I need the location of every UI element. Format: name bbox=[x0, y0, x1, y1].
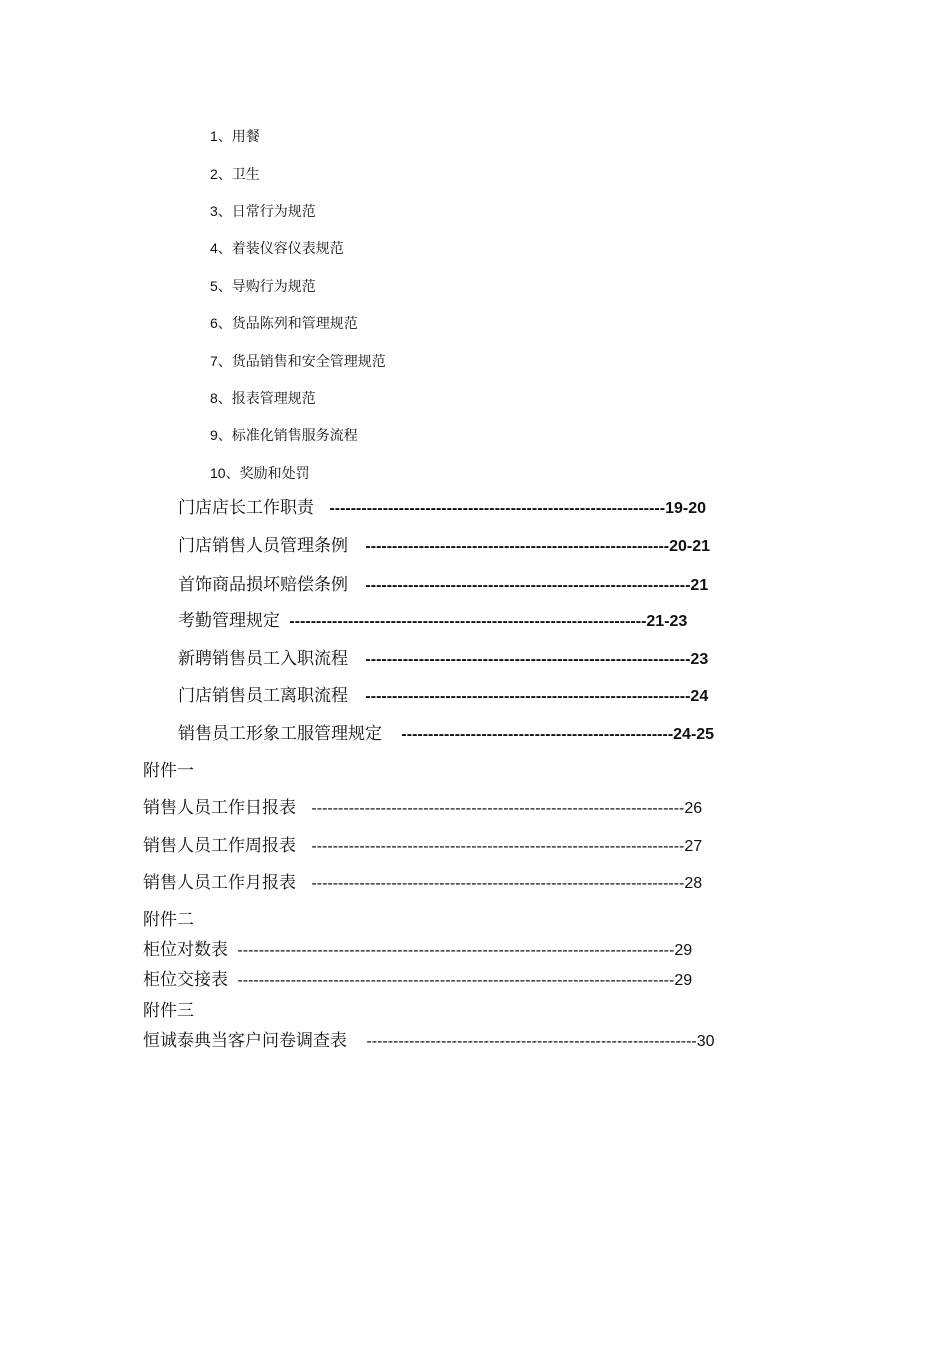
subitem-label: 奖励和处罚 bbox=[239, 466, 310, 482]
dot-leader: ------------------------------------------------------------------- bbox=[289, 613, 647, 630]
section-label: 销售员工形象工服管理规定 bbox=[178, 724, 382, 744]
page-number: 24 bbox=[690, 688, 709, 705]
toc-appendix-item[interactable] bbox=[143, 942, 692, 959]
dot-leader: ------------------------------------------------------------- bbox=[365, 577, 691, 594]
page-number: 29 bbox=[674, 972, 693, 989]
toc-section[interactable] bbox=[178, 651, 708, 668]
subitem-label: 货品销售和安全管理规范 bbox=[231, 354, 386, 370]
dot-leader: ---------------------------------------------------------------------- bbox=[311, 800, 685, 817]
section-label: 门店销售员工离职流程 bbox=[178, 686, 348, 706]
page-number: 26 bbox=[684, 800, 703, 817]
dot-leader: ---------------------------------------------------------------------- bbox=[311, 875, 685, 892]
toc-section[interactable] bbox=[178, 688, 708, 705]
subitem-label: 标准化销售服务流程 bbox=[231, 428, 358, 444]
toc-subitem bbox=[210, 241, 344, 256]
toc-section[interactable] bbox=[178, 726, 714, 743]
appendix-item-label: 销售人员工作周报表 bbox=[143, 836, 296, 856]
appendix-heading: 附件三 bbox=[143, 1001, 194, 1021]
appendix-item-label: 销售人员工作月报表 bbox=[143, 873, 296, 893]
subitem-number: 3 bbox=[210, 203, 218, 219]
subitem-separator: 、 bbox=[217, 129, 232, 145]
dot-leader: --------------------------------------------------------------- bbox=[329, 500, 666, 517]
subitem-number: 5 bbox=[210, 278, 218, 294]
subitem-label: 导购行为规范 bbox=[231, 279, 316, 295]
section-label: 考勤管理规定 bbox=[178, 611, 280, 631]
subitem-number: 10 bbox=[210, 465, 226, 481]
page-number: 19-20 bbox=[665, 500, 706, 517]
subitem-number: 1 bbox=[210, 128, 218, 144]
subitem-label: 报表管理规范 bbox=[231, 391, 316, 407]
toc-appendix-item[interactable] bbox=[143, 875, 702, 892]
section-label: 门店店长工作职责 bbox=[178, 498, 314, 518]
section-label: 门店销售人员管理条例 bbox=[178, 536, 348, 556]
subitem-separator: 、 bbox=[217, 428, 232, 444]
toc-section[interactable] bbox=[178, 577, 708, 594]
page-number: 21 bbox=[690, 577, 709, 594]
appendix-item-label: 恒诚泰典当客户问卷调查表 bbox=[143, 1031, 347, 1051]
subitem-number: 8 bbox=[210, 390, 218, 406]
appendix-item-label: 柜位交接表 bbox=[143, 970, 228, 990]
subitem-number: 6 bbox=[210, 315, 218, 331]
toc-subitem bbox=[210, 204, 316, 219]
appendix-heading: 附件一 bbox=[143, 761, 194, 781]
subitem-separator: 、 bbox=[217, 391, 232, 407]
toc-subitem bbox=[210, 167, 260, 182]
toc-subitem bbox=[210, 428, 358, 443]
subitem-label: 用餐 bbox=[231, 129, 260, 145]
appendix-item-label: 销售人员工作日报表 bbox=[143, 798, 296, 818]
subitem-separator: 、 bbox=[217, 354, 232, 370]
dot-leader: --------------------------------------------------------- bbox=[365, 538, 670, 555]
toc-subitem bbox=[210, 279, 316, 294]
dot-leader: ---------------------------------------------------------------------- bbox=[311, 838, 685, 855]
page-number: 21-23 bbox=[646, 613, 688, 630]
subitem-separator: 、 bbox=[217, 279, 232, 295]
dot-leader: ------------------------------------------------------------- bbox=[365, 651, 691, 668]
page-number: 23 bbox=[690, 651, 709, 668]
dot-leader: --------------------------------------------------- bbox=[401, 726, 674, 743]
page-number: 28 bbox=[684, 875, 703, 892]
subitem-label: 日常行为规范 bbox=[231, 204, 316, 220]
toc-subitem bbox=[210, 354, 386, 369]
subitem-number: 7 bbox=[210, 353, 218, 369]
appendix-item-label: 柜位对数表 bbox=[143, 940, 228, 960]
toc-appendix-item[interactable] bbox=[143, 838, 702, 855]
dot-leader: ------------------------------------------------------------- bbox=[365, 688, 691, 705]
section-label: 新聘销售员工入职流程 bbox=[178, 649, 348, 669]
toc-subitem bbox=[210, 466, 310, 481]
subitem-separator: 、 bbox=[225, 466, 240, 482]
page-number: 29 bbox=[674, 942, 693, 959]
page-number: 24-25 bbox=[673, 726, 715, 743]
subitem-number: 9 bbox=[210, 427, 218, 443]
subitem-number: 4 bbox=[210, 240, 218, 256]
dot-leader: -------------------------------------------------------------- bbox=[366, 1033, 697, 1050]
toc-appendix-item[interactable] bbox=[143, 800, 702, 817]
subitem-separator: 、 bbox=[217, 204, 232, 220]
toc-section[interactable] bbox=[178, 613, 687, 630]
subitem-label: 货品陈列和管理规范 bbox=[231, 316, 358, 332]
subitem-label: 着装仪容仪表规范 bbox=[231, 241, 344, 257]
toc-appendix-item[interactable] bbox=[143, 1033, 715, 1050]
page-number: 30 bbox=[696, 1033, 715, 1050]
toc-section[interactable] bbox=[178, 538, 710, 555]
subitem-number: 2 bbox=[210, 166, 218, 182]
subitem-separator: 、 bbox=[217, 316, 232, 332]
dot-leader: ---------------------------------------------------------------------------------- bbox=[237, 972, 675, 989]
section-label: 首饰商品损坏赔偿条例 bbox=[178, 575, 348, 595]
dot-leader: ---------------------------------------------------------------------------------- bbox=[237, 942, 675, 959]
page-number: 20-21 bbox=[669, 538, 711, 555]
toc-subitem bbox=[210, 391, 316, 406]
toc-appendix-item[interactable] bbox=[143, 972, 692, 989]
toc-subitem bbox=[210, 316, 358, 331]
subitem-label: 卫生 bbox=[231, 167, 260, 183]
page-number: 27 bbox=[684, 838, 703, 855]
appendix-heading: 附件二 bbox=[143, 910, 194, 930]
subitem-separator: 、 bbox=[217, 167, 232, 183]
toc-subitem bbox=[210, 129, 260, 144]
subitem-separator: 、 bbox=[217, 241, 232, 257]
toc-section[interactable] bbox=[178, 500, 706, 517]
